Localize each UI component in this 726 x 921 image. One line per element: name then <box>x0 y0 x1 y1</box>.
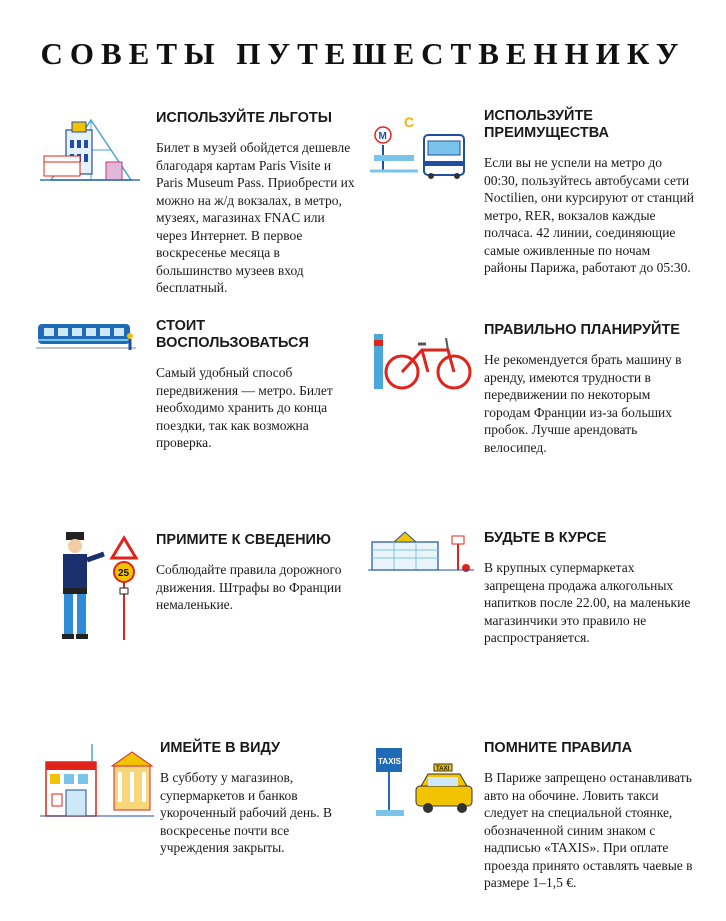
metro-letter: M <box>378 131 387 142</box>
tip-heading-keep-in-mind: ИМЕЙТЕ В ВИДУ <box>160 740 281 756</box>
museum-icon <box>36 110 146 190</box>
train-icon <box>36 318 146 358</box>
taxi-roof-label: TAXI <box>436 766 450 772</box>
tip-text-advantages: Если вы не успели на метро до 00:30, пользуйтесь автобусами сети Noctilien, они курсируют от станций метро, RER, вокзалов каждые полчаса. 42 линии, соединяющие самые оживленные по ночам районы Парижа, работают до 05:30. <box>484 155 694 275</box>
tip-text-be-aware: В крупных супермаркетах запрещена продажа алкогольных напитков после 22.00, на маленькие магазинчики это правило не распространяется. <box>484 560 691 645</box>
tip-heading-benefits: ИСПОЛЬЗУЙТЕ ЛЬГОТЫ <box>156 110 332 126</box>
bicycle-icon <box>368 320 478 395</box>
tip-heading-note: ПРИМИТЕ К СВЕДЕНИЮ <box>156 532 331 548</box>
tip-heading-be-aware: БУДЬТЕ В КУРСЕ <box>484 530 607 546</box>
tip-heading-plan: ПРАВИЛЬНО ПЛАНИРУЙТЕ <box>484 322 680 338</box>
tip-text-keep-in-mind: В субботу у магазинов, супермаркетов и банков укороченный рабочий день. В воскресенье почти все учреждения закрыты. <box>160 770 333 855</box>
tip-text-note: Соблюдайте правила дорожного движения. Штрафы во Франции немаленькие. <box>156 562 342 612</box>
taxi-icon <box>368 740 480 822</box>
bus-stop-letter: C <box>404 114 415 130</box>
speed-sign-number: 25 <box>118 568 130 579</box>
tip-text-rules: В Париже запрещено останавливать авто на обочине. Ловить такси следует на специальной стоянке, обозначенной синим знаком с надписью «TAXIS». При оплате проезда принято оставлять чаевые в размере 1–1,5 €. <box>484 770 693 890</box>
supermarket-icon <box>368 528 478 578</box>
metro-bus-icon <box>368 105 478 185</box>
shop-bank-icon <box>36 740 156 820</box>
page-title: СОВЕТЫ ПУТЕШЕСТВЕННИКУ <box>40 36 686 71</box>
taxis-sign-label: TAXIS <box>378 757 401 766</box>
tip-heading-rules: ПОМНИТЕ ПРАВИЛА <box>484 740 633 756</box>
tip-text-benefits: Билет в музей обойдется дешевле благодаря картам Paris Visite и Paris Museum Pass. Приобрести их можно на ж/д вокзалах, в метро, музеях, магазинах FNAC или через Интернет. В первое воскресенье месяца в большинство музеев вход бесплатный. <box>156 140 355 295</box>
tip-text-plan: Не рекомендуется брать машину в аренду, имеются трудности в передвижении по некоторым городам Франции из-за больших пробок. Лучше арендовать велосипед. <box>484 352 682 455</box>
tip-heading-advantages: ИСПОЛЬЗУЙТЕ ПРЕИМУЩЕСТВА <box>484 108 609 141</box>
tip-heading-worth-using: СТОИТ ВОСПОЛЬЗОВАТЬСЯ <box>156 318 309 351</box>
tip-text-worth-using: Самый удобный способ передвижения — метро. Билет необходимо хранить до конца поездки, так как возможна проверка. <box>156 365 333 450</box>
policeman-icon <box>36 530 146 650</box>
